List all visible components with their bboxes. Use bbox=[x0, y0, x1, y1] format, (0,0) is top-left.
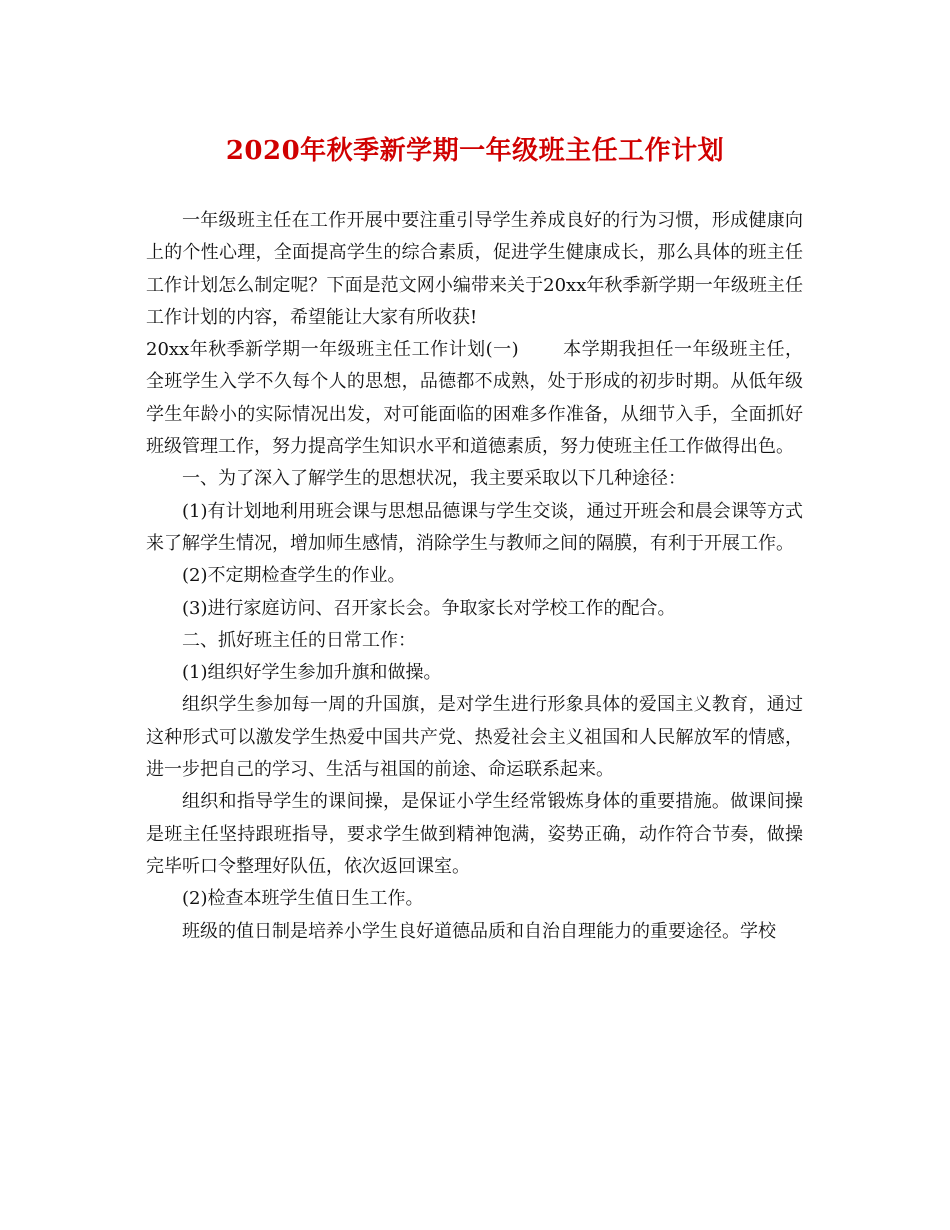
intro-paragraph: 一年级班主任在工作开展中要注重引导学生养成良好的行为习惯，形成健康向上的个性心理，全面提高学生的综合素质，促进学生健康成长，那么具体的班主任工作计划怎么制定呢？下面是范文网小编带来关于20xx年秋季新学期一年级班主任工作计划的内容，希望能让大家有所收获! bbox=[146, 210, 803, 328]
document-body bbox=[146, 205, 803, 948]
flag-raising-paragraph: 组织学生参加每一周的升国旗，是对学生进行形象具体的爱国主义教育，通过这种形式可以激发学生热爱中国共产党、热爱社会主义祖国和人民解放军的情感，进一步把自己的学习、生活与祖国的前途、命运联系起来。 bbox=[146, 694, 803, 781]
plan-one-paragraph bbox=[146, 334, 803, 463]
sub-item-2: (2)检查本班学生值日生工作。 bbox=[182, 888, 424, 910]
sub-item-1: (1)组织好学生参加升旗和做操。 bbox=[182, 662, 442, 684]
list-item-1: (1)有计划地利用班会课与思想品德课与学生交谈，通过开班会和晨会课等方式来了解学生情况，增加师生感情，消除学生与教师之间的隔膜，有利于开展工作。 bbox=[146, 500, 803, 554]
exercise-paragraph: 组织和指导学生的课间操，是保证小学生经常锻炼身体的重要措施。做课间操是班主任坚持跟班指导，要求学生做到精神饱满，姿势正确，动作符合节奏，做操完毕听口令整理好队伍，依次返回课室。 bbox=[146, 791, 803, 877]
page-title: 2020年秋季新学期一年级班主任工作计划 bbox=[225, 136, 725, 166]
section-two-heading: 二、抓好班主任的日常工作： bbox=[182, 629, 416, 651]
plan-one-heading: 20xx年秋季新学期一年级班主任工作计划(一) bbox=[146, 339, 519, 361]
duty-paragraph: 班级的值日制是培养小学生良好道德品质和自治自理能力的重要途径。学校 bbox=[182, 920, 776, 942]
list-item-2: (2)不定期检查学生的作业。 bbox=[182, 565, 406, 587]
plan-one-body: 本学期我担任一年级班主任，全班学生入学不久每个人的思想，品德都不成熟，处于形成的初步时期。从低年级学生年龄小的实际情况出发，对可能面临的困难多作准备，从细节入手，全面抓好班级管理工作，努力提高学生知识水平和道德素质，努力使班主任工作做得出色。 bbox=[146, 339, 803, 458]
list-item-3: (3)进行家庭访问、召开家长会。争取家长对学校工作的配合。 bbox=[182, 597, 676, 619]
section-one-heading: 一、为了深入了解学生的思想状况，我主要采取以下几种途径： bbox=[182, 468, 686, 490]
